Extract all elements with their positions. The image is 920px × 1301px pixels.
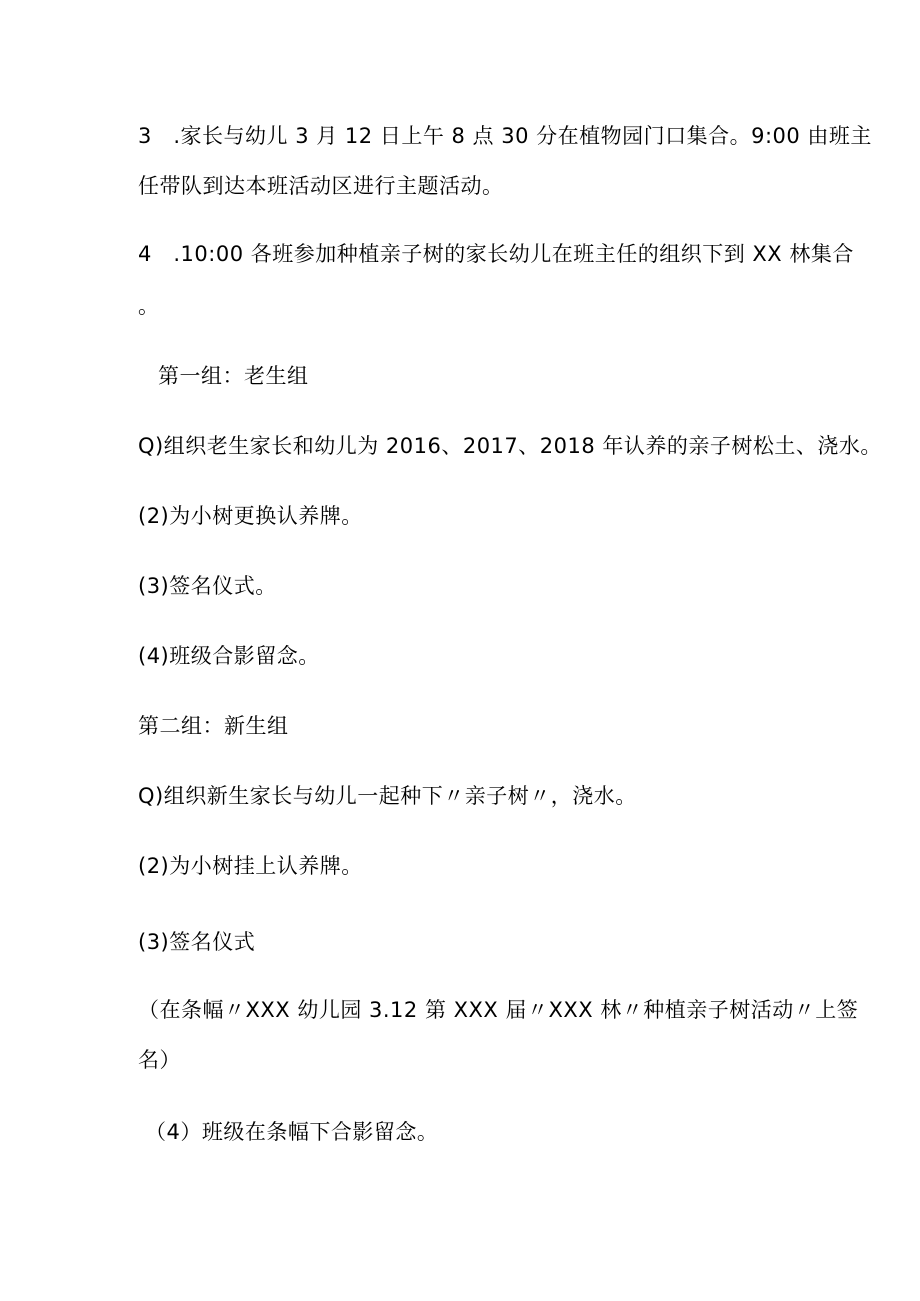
paragraph-4-line-1: 4 .10:00 各班参加种植亲子树的家长幼儿在班主任的组织下到 XX 林集合 (138, 242, 854, 266)
group-one-item-1: Q)组织老生家长和幼儿为 2016、2017、2018 年认养的亲子树松土、浇水。 (138, 434, 882, 458)
group-two-note-line-2: 名） (138, 1048, 181, 1072)
group-two-item-2: (2)为小树挂上认养牌。 (138, 854, 363, 878)
group-one-heading: 第一组：老生组 (158, 364, 309, 388)
group-two-heading: 第二组：新生组 (138, 714, 289, 738)
group-two-item-4: （4）班级在条幅下合影留念。 (145, 1120, 439, 1144)
paragraph-3-line-2: 任带队到达本班活动区进行主题活动。 (138, 174, 504, 198)
group-one-item-4: (4)班级合影留念。 (138, 644, 320, 668)
group-two-item-3: (3)签名仪式 (138, 930, 256, 954)
paragraph-4-line-2: 。 (138, 294, 160, 318)
group-one-item-3: (3)签名仪式。 (138, 574, 277, 598)
group-one-item-2: (2)为小树更换认养牌。 (138, 504, 363, 528)
group-two-item-1: Q)组织新生家长与幼儿一起种下〃亲子树〃，浇水。 (138, 784, 637, 808)
group-two-note-line-1: （在条幅〃XXX 幼儿园 3.12 第 XXX 届〃XXX 林〃种植亲子树活动〃上签 (138, 998, 859, 1022)
paragraph-3-line-1: 3 .家长与幼儿 3 月 12 日上午 8 点 30 分在植物园门口集合。9:00 由班主 (138, 124, 872, 148)
